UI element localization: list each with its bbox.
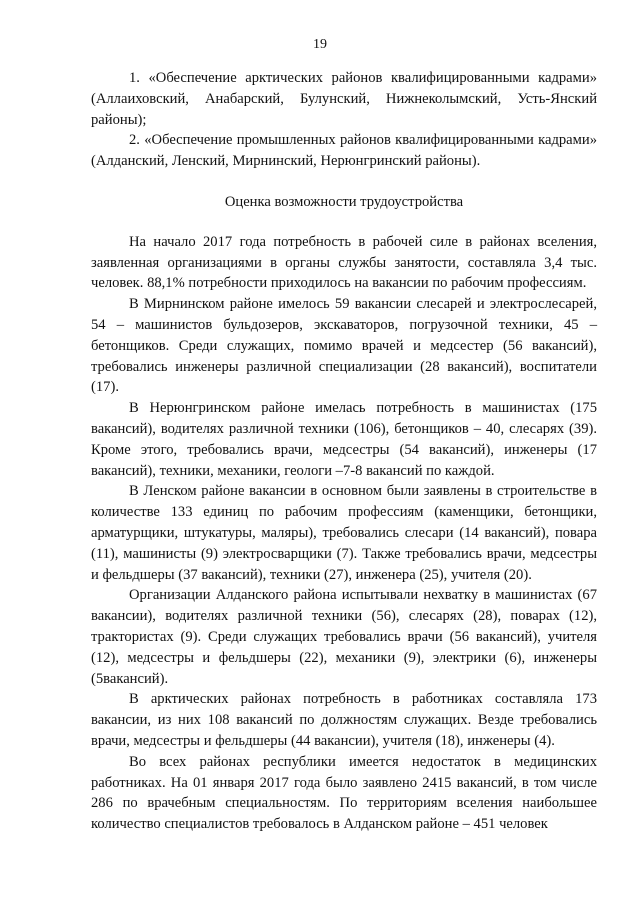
paragraph-6: В арктических районах потребность в работниках составляла 173 вакансии, из них 108 вакансий по должностям служащих. Везде требовались врачи, медсестры и фельдшеры (44 вакансии), учителя (18), инженеры (4). bbox=[91, 691, 597, 749]
paragraph-4: В Ленском районе вакансии в основном были заявлены в строительстве в количестве 133 единиц по рабочим профессиям (каменщики, бетонщики, арматурщики, штукатуры, маляры), требовались слесари (14 вакансий), повара (11), машинисты (9) электросварщики (7). Также требовались врачи, медсестры и фельдшеры (37 вакансий), техники (27), инженера (25), учителя (20). bbox=[91, 483, 597, 583]
list-item-2: 2. «Обеспечение промышленных районов квалифицированными кадрами» (Алданский, Ленский, Мирнинский, Нерюнгринский районы). bbox=[91, 132, 597, 170]
list-item-1: 1. «Обеспечение арктических районов квалифицированными кадрами» (Аллаиховский, Анабарский, Булунский, Нижнеколымский, Усть-Янский районы); bbox=[91, 70, 597, 128]
page-content bbox=[91, 68, 597, 835]
paragraph-3: В Нерюнгринском районе имелась потребность в машинистах (175 вакансий), водителях различной техники (106), бетонщиков – 40, слесарях (39). Кроме этого, требовались врачи, медсестры (54 вакансий), инженеры (17 вакансий), техники, механики, геологи –7-8 вакансий по каждой. bbox=[91, 400, 597, 479]
section-heading: Оценка возможности трудоустройства bbox=[224, 193, 464, 210]
paragraph-2: В Мирнинском районе имелось 59 вакансии слесарей и электрослесарей, 54 – машинистов бульдозеров, экскаваторов, погрузочной техники, 45 – бетонщиков. Среди служащих, помимо врачей и медсестер (56 вакансий), требовались инженеры различной специализации (28 вакансий), воспитатели (17). bbox=[91, 296, 597, 396]
paragraph-1: На начало 2017 года потребность в рабочей силе в районах вселения, заявленная организациями в органы службы занятости, составляла 3,4 тыс. человек. 88,1% потребности приходилось на вакансии по рабочим профессиям. bbox=[91, 233, 597, 292]
paragraph-7: Во всех районах республики имеется недостаток в медицинских работниках. На 01 января 2017 года было заявлено 2415 вакансий, в том числе 286 по врачебным специальностям. По территориям вселения наибольшее количество специалистов требовалось в Алданском районе – 451 человек bbox=[91, 753, 597, 833]
page-number: 19 bbox=[313, 37, 327, 52]
paragraph-5: Организации Алданского района испытывали нехватку в машинистах (67 вакансии), водителях различной техники (56), слесарях (28), поварах (12), трактористах (9). Среди служащих требовались врачи (56 вакансий), учителя (12), медсестры и фельдшеры (22), механики (9), электрики (6), инженеры (5вакансий). bbox=[91, 587, 597, 687]
